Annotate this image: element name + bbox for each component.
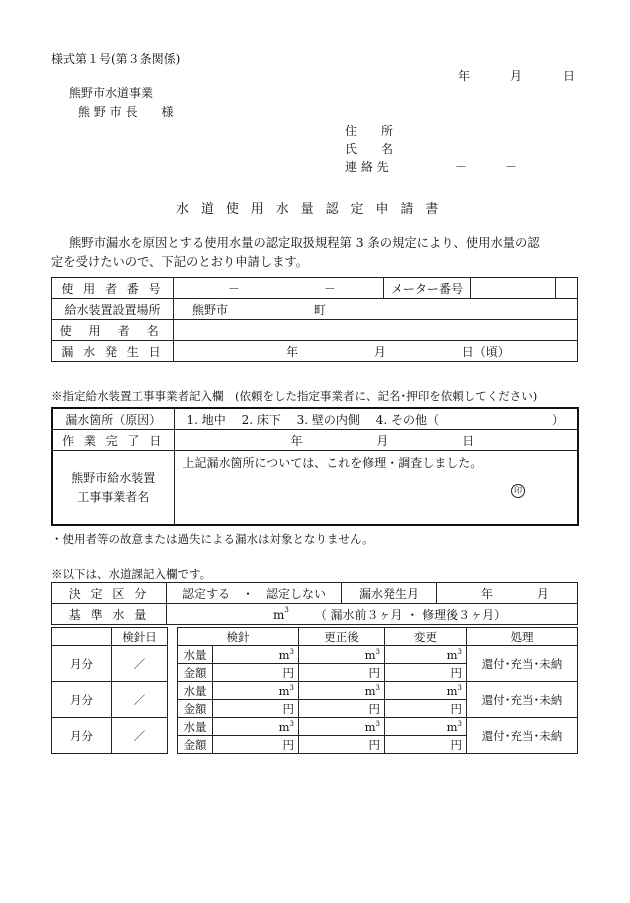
spacer xyxy=(168,718,178,754)
decision-table xyxy=(51,582,578,625)
install-location-field[interactable] xyxy=(174,299,578,320)
user-number-dash: － xyxy=(228,281,241,296)
row-reading-volume[interactable]: $m^3$ xyxy=(213,682,299,700)
user-name-label: 使 用 者 名 xyxy=(52,320,174,341)
standard-unit: $m^3$ xyxy=(273,605,289,622)
completion-field[interactable] xyxy=(174,430,578,451)
applicant-table xyxy=(51,277,578,362)
row-reading-volume[interactable]: $m^3$ xyxy=(213,646,299,664)
row-corrected-volume[interactable]: $m^3$ xyxy=(299,682,385,700)
table-row xyxy=(52,646,578,664)
row-month[interactable]: 月分 xyxy=(52,646,112,682)
row-change-amount[interactable]: 円 xyxy=(385,700,467,718)
row-reading-amount[interactable]: 円 xyxy=(213,664,299,682)
applicant-name-label: 氏 名 xyxy=(345,142,394,156)
document-title: 水 道 使 用 水 量 認 定 申 請 書 xyxy=(176,202,443,217)
completion-month: 月 xyxy=(376,433,389,448)
leak-place-options: 1. 地中 2. 床下 3. 壁の内側 4. その他（ xyxy=(186,412,439,427)
leak-date-month: 月 xyxy=(373,344,386,359)
contact-dash: － xyxy=(505,160,518,174)
leak-month-month: 月 xyxy=(536,586,549,601)
row-change-volume[interactable]: $m^3$ xyxy=(385,718,467,736)
row-process[interactable]: 還付･充当･未納 xyxy=(467,718,578,754)
applicant-address-label: 住 所 xyxy=(345,124,394,138)
row-corrected-amount[interactable]: 円 xyxy=(299,700,385,718)
user-number-label: 使 用 者 番 号 xyxy=(52,278,174,299)
decision-label: 決 定 区 分 xyxy=(52,583,167,604)
contractor-name-label-line2: 工事事業者名 xyxy=(77,489,150,504)
row-corrected-amount[interactable]: 円 xyxy=(299,664,385,682)
row-month[interactable]: 月分 xyxy=(52,682,112,718)
row-amount-label: 金額 xyxy=(178,736,213,754)
reading-table xyxy=(51,627,578,754)
header-reading: 検針 xyxy=(178,628,299,646)
row-reading-date[interactable]: ／ xyxy=(112,718,168,754)
leak-place-field[interactable] xyxy=(174,408,578,430)
spacer xyxy=(168,646,178,682)
form-number: 様式第１号(第３条関係) xyxy=(51,52,181,66)
header-process: 処理 xyxy=(467,628,578,646)
intro-line-2: 定を受けたいので、下記のとおり申請します。 xyxy=(51,255,309,269)
contractor-note: ※指定給水装置工事事業者記入欄 (依頼をした指定事業者に、記名･押印を依頼してください) xyxy=(51,389,538,403)
row-reading-date[interactable]: ／ xyxy=(112,682,168,718)
table-row xyxy=(52,718,578,736)
header-change: 変更 xyxy=(385,628,467,646)
leak-place-close: ） xyxy=(551,412,564,427)
leak-date-year: 年 xyxy=(286,344,299,359)
completion-day: 日 xyxy=(462,433,475,448)
applicant-contact-label: 連 絡 先 xyxy=(345,160,389,174)
office-note: ※以下は、水道課記入欄です。 xyxy=(51,567,212,581)
meter-number-field-extra[interactable] xyxy=(556,278,578,299)
row-change-amount[interactable]: 円 xyxy=(385,736,467,754)
row-volume-label: 水量 xyxy=(178,646,213,664)
row-change-amount[interactable]: 円 xyxy=(385,664,467,682)
leak-date-label: 漏 水 発 生 日 xyxy=(52,341,174,362)
table-row xyxy=(52,682,578,700)
completion-label: 作 業 完 了 日 xyxy=(52,430,174,451)
leak-month-year: 年 xyxy=(481,586,494,601)
meter-number-label: メーター番号 xyxy=(384,278,471,299)
header-reading-date: 検針日 xyxy=(112,628,168,646)
standard-field[interactable] xyxy=(167,604,578,625)
date-month: 月 xyxy=(510,69,523,83)
leak-month-label: 漏水発生月 xyxy=(342,583,437,604)
user-number-dash: － xyxy=(323,281,336,296)
leak-date-field[interactable] xyxy=(174,341,578,362)
standard-note: （ 漏水前３ヶ月 ・ 修理後３ヶ月） xyxy=(314,607,507,622)
disclaimer: ・使用者等の故意または過失による漏水は対象となりません。 xyxy=(51,532,374,546)
row-corrected-volume[interactable]: $m^3$ xyxy=(299,646,385,664)
completion-year: 年 xyxy=(290,433,303,448)
row-change-volume[interactable]: $m^3$ xyxy=(385,682,467,700)
row-amount-label: 金額 xyxy=(178,664,213,682)
row-change-volume[interactable]: $m^3$ xyxy=(385,646,467,664)
date-day: 日 xyxy=(563,69,576,83)
contractor-table xyxy=(51,407,579,526)
row-reading-amount[interactable]: 円 xyxy=(213,736,299,754)
row-reading-volume[interactable]: $m^3$ xyxy=(213,718,299,736)
user-name-field[interactable] xyxy=(174,320,578,341)
row-process[interactable]: 還付･充当･未納 xyxy=(467,682,578,718)
intro-line-1: 熊野市漏水を原因とする使用水量の認定取扱規程第 3 条の規定により、使用水量の認 xyxy=(69,236,540,250)
row-reading-date[interactable]: ／ xyxy=(112,646,168,682)
date-year: 年 xyxy=(458,69,471,83)
addressee-name: 熊 野 市 長 様 xyxy=(78,105,174,119)
row-corrected-amount[interactable]: 円 xyxy=(299,736,385,754)
repair-statement: 上記漏水箇所については、これを修理・調査しました。 xyxy=(182,456,483,470)
decision-options[interactable]: 認定する ・ 認定しない xyxy=(167,583,342,604)
user-number-field[interactable] xyxy=(174,278,384,299)
header-blank xyxy=(52,628,112,646)
meter-number-field[interactable] xyxy=(471,278,556,299)
spacer xyxy=(168,682,178,718)
contact-dash: － xyxy=(455,160,468,174)
leak-month-field[interactable] xyxy=(437,583,578,604)
row-volume-label: 水量 xyxy=(178,718,213,736)
seal-icon: 印 xyxy=(511,484,525,498)
row-month[interactable]: 月分 xyxy=(52,718,112,754)
standard-label: 基 準 水 量 xyxy=(52,604,167,625)
contractor-name-label xyxy=(52,451,174,526)
contractor-name-field[interactable] xyxy=(174,451,578,526)
install-location-city: 熊野市 xyxy=(192,302,229,317)
addressee-org: 熊野市水道事業 xyxy=(69,86,154,100)
contractor-name-label-line1: 熊野市給水装置 xyxy=(71,470,156,485)
install-location-town: 町 xyxy=(313,302,326,317)
row-volume-label: 水量 xyxy=(178,682,213,700)
leak-date-day: 日（頃） xyxy=(461,344,510,359)
install-location-label: 給水装置設置場所 xyxy=(52,299,174,320)
spacer xyxy=(168,628,178,646)
row-reading-amount[interactable]: 円 xyxy=(213,700,299,718)
row-corrected-volume[interactable]: $m^3$ xyxy=(299,718,385,736)
leak-place-label: 漏水箇所（原因） xyxy=(52,408,174,430)
row-process[interactable]: 還付･充当･未納 xyxy=(467,646,578,682)
header-corrected: 更正後 xyxy=(299,628,385,646)
row-amount-label: 金額 xyxy=(178,700,213,718)
